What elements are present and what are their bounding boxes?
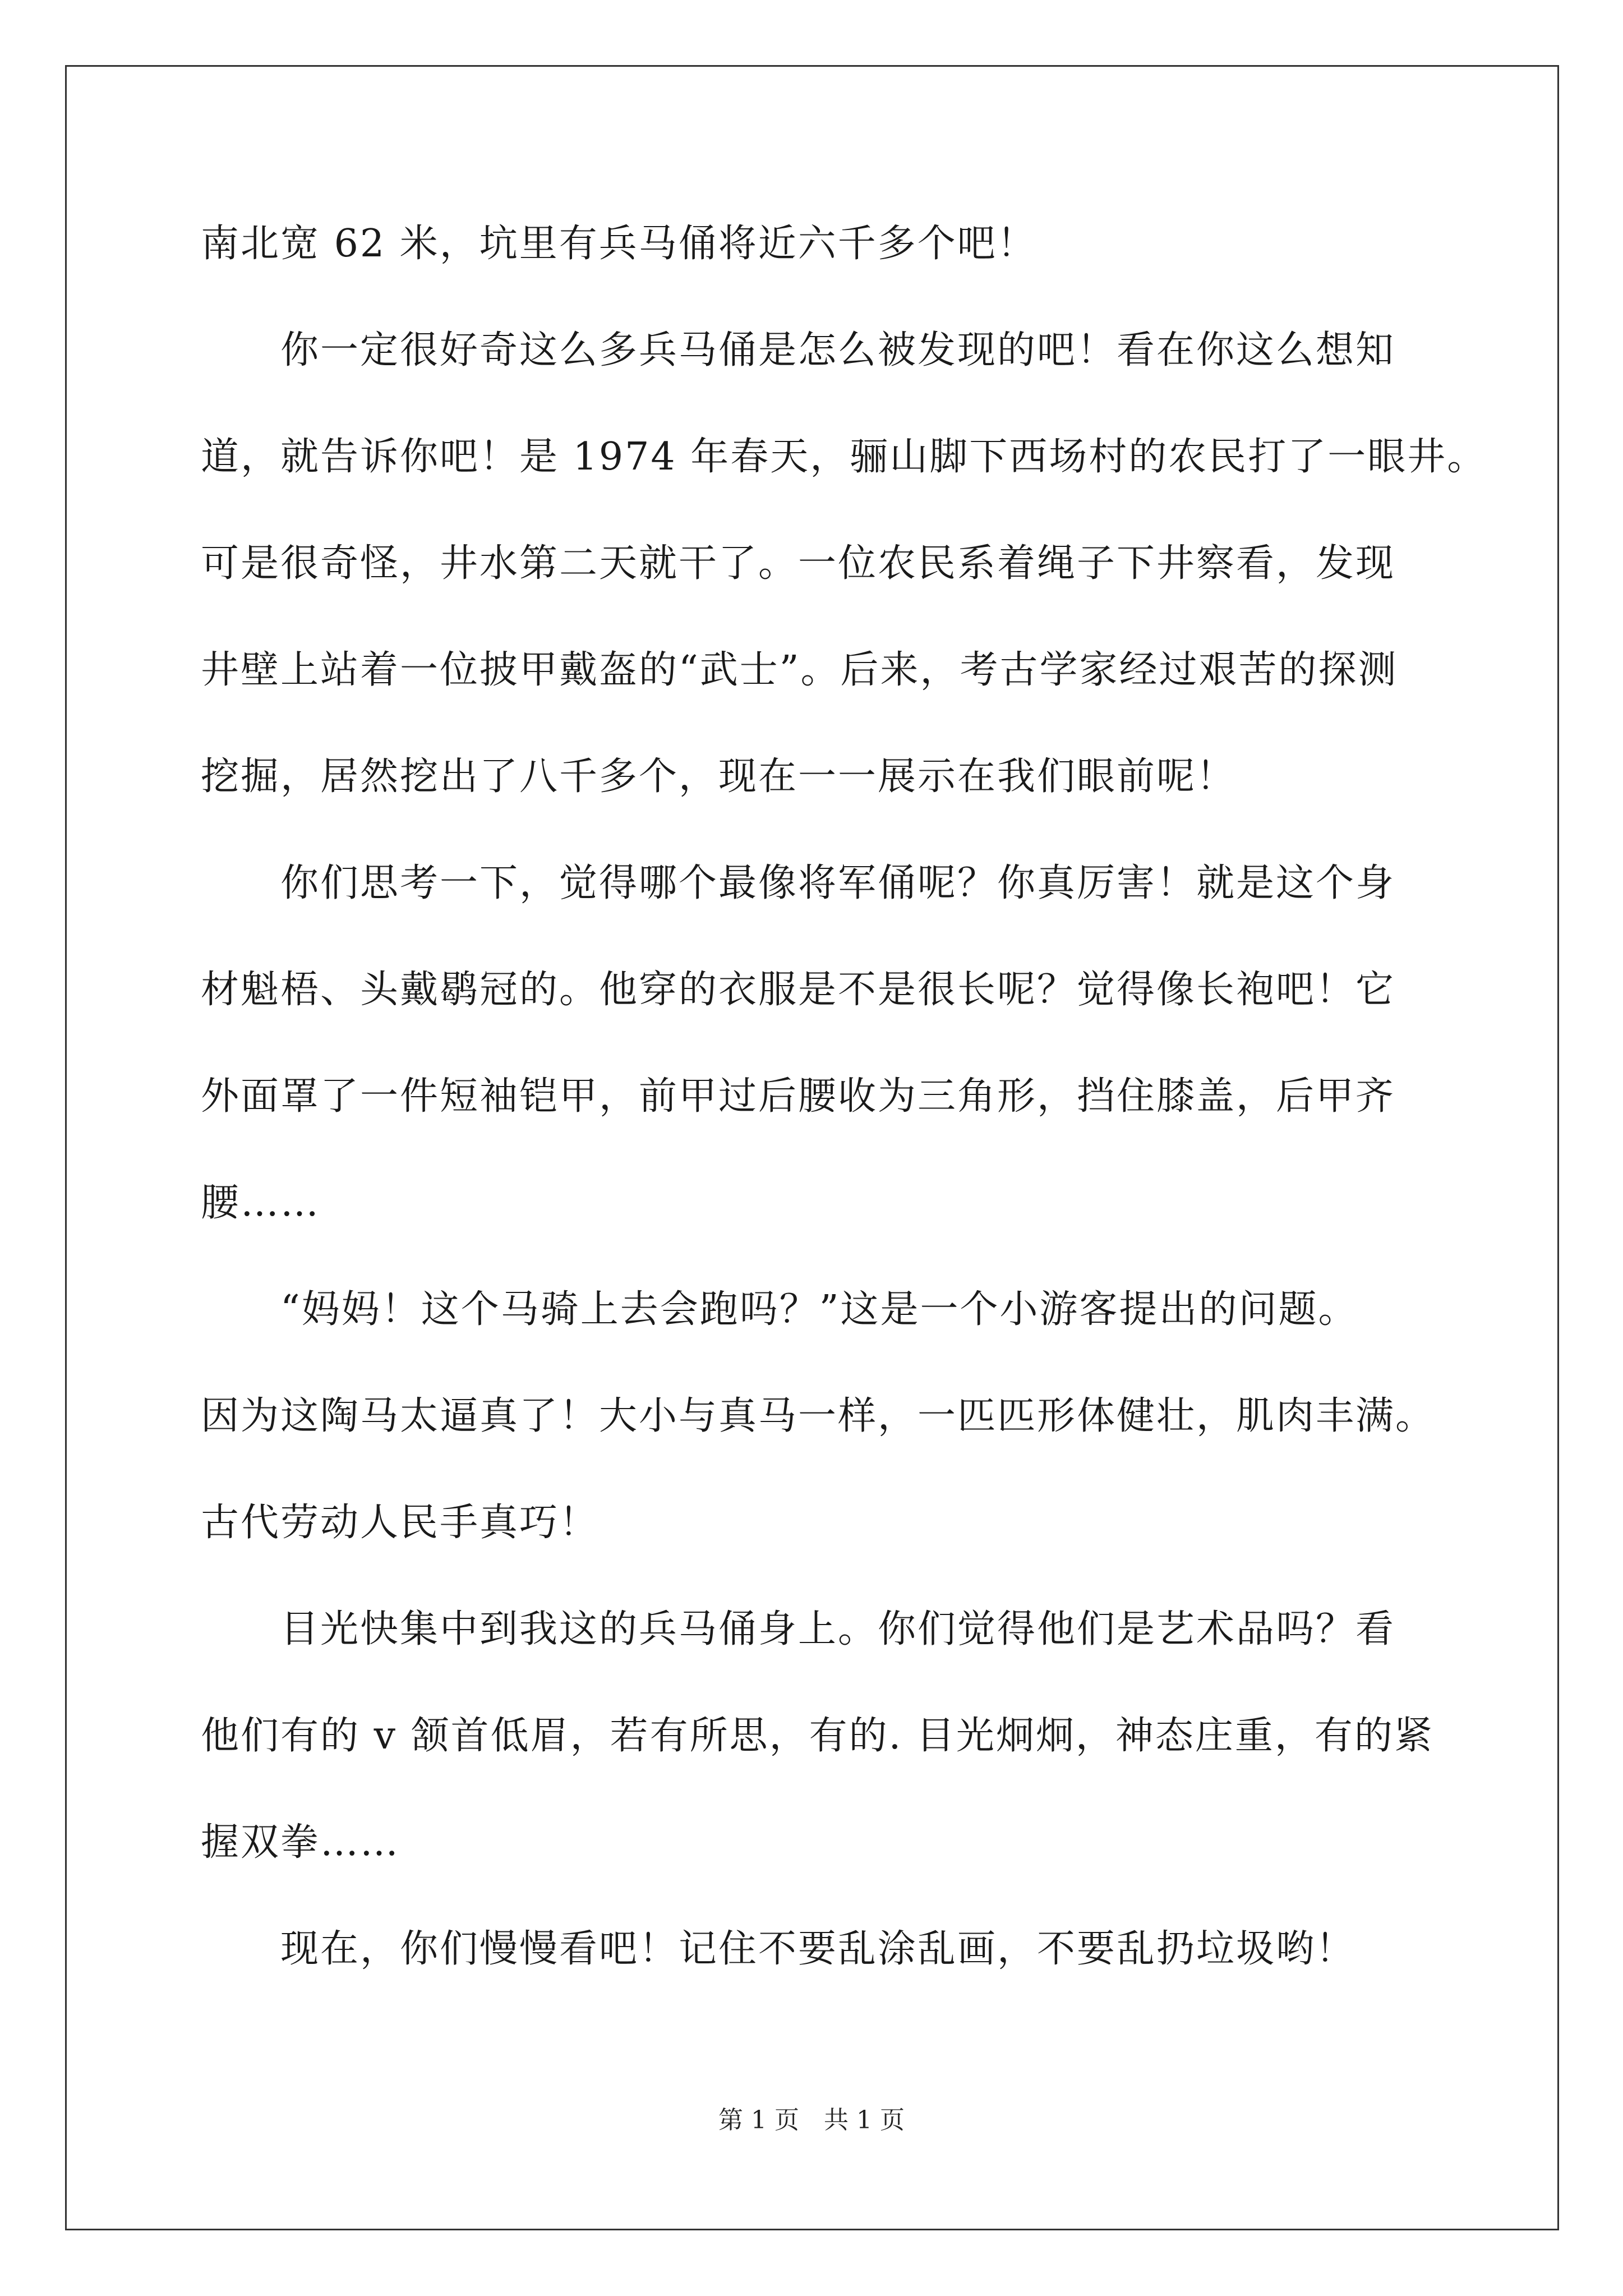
- text-line: 你们思考一下，觉得哪个最像将军俑呢？你真厉害！就是这个身: [201, 861, 1396, 905]
- text-line: 目光快集中到我这的兵马俑身上。你们觉得他们是艺术品吗？看: [201, 1607, 1396, 1651]
- text-line: 古代劳动人民手真巧！: [201, 1501, 600, 1545]
- text-line: 南北宽 62 米，坑里有兵马俑将近六千多个吧！: [201, 222, 1037, 266]
- text-line: 外面罩了一件短袖铠甲，前甲过后腰收为三角形，挡住膝盖，后甲齐: [201, 1074, 1396, 1119]
- text-line: 现在，你们慢慢看吧！记住不要乱涂乱画，不要乱扔垃圾哟！: [201, 1927, 1356, 1971]
- text-line: 井壁上站着一位披甲戴盔的“武士”。后来，考古学家经过艰苦的探测: [201, 648, 1398, 692]
- text-line: 因为这陶马太逼真了！大小与真马一样，一匹匹形体健壮，肌肉丰满。: [201, 1394, 1436, 1438]
- text-line: 腰……: [201, 1181, 321, 1225]
- text-line: 握双拳……: [201, 1820, 400, 1865]
- text-line: 他们有的 v 颔首低眉，若有所思，有的. 目光炯炯，神态庄重，有的紧: [201, 1714, 1434, 1758]
- page-number-footer: 第 1 页 共 1 页: [718, 2106, 905, 2134]
- text-line: 挖掘，居然挖出了八千多个，现在一一展示在我们眼前呢！: [201, 754, 1237, 799]
- text-line: 材魁梧、头戴鹖冠的。他穿的衣服是不是很长呢？觉得像长袍吧！它: [201, 968, 1396, 1012]
- text-line: 道，就告诉你吧！是 1974 年春天，骊山脚下西场村的农民打了一眼井。: [201, 435, 1487, 479]
- text-line: 可是很奇怪，井水第二天就干了。一位农民系着绳子下井察看，发现: [201, 541, 1396, 586]
- text-line: 你一定很好奇这么多兵马俑是怎么被发现的吧！看在你这么想知: [201, 328, 1396, 372]
- page-border: [65, 65, 1559, 2230]
- text-line: “妈妈！这个马骑上去会跑吗？”这是一个小游客提出的问题。: [201, 1287, 1358, 1332]
